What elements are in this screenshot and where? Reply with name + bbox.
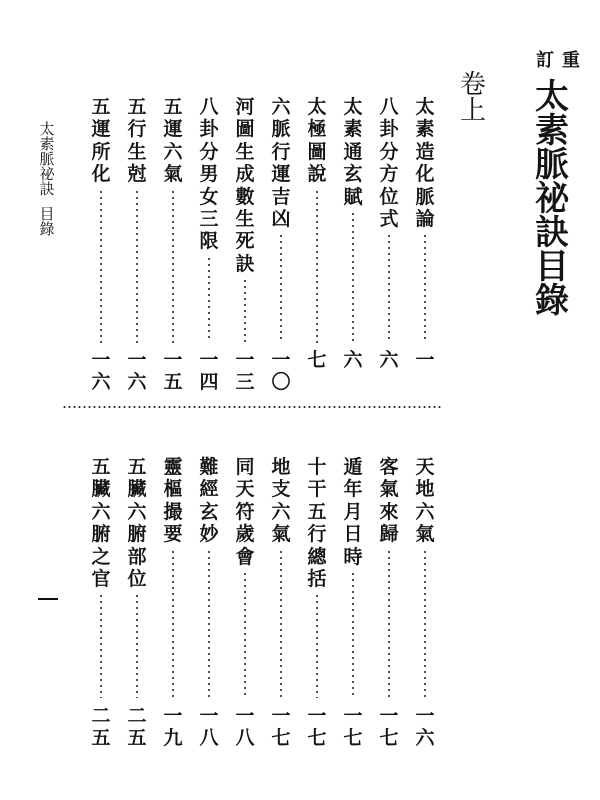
toc-entry-title: 河 圖 生 成 數 生 死 訣 (235, 96, 255, 275)
running-head-char: 目 (39, 205, 55, 223)
toc-entry-title: 靈 樞 撮 要 (163, 456, 183, 546)
toc-entry[interactable] (89, 456, 113, 766)
toc-entry-page: 一 七 (379, 705, 399, 749)
toc-leader-dots (100, 593, 102, 698)
running-head-char: 太 (39, 120, 55, 138)
running-head-char: 素 (39, 135, 55, 153)
volume-label (456, 72, 490, 124)
folio-number (38, 596, 58, 602)
toc-entry-title: 地 支 六 氣 (271, 456, 291, 546)
page-title-char: 素 (535, 111, 569, 151)
toc-leader-dots (388, 233, 390, 342)
toc-entry-page: 一 八 (199, 705, 219, 749)
toc-leader-dots (316, 593, 318, 698)
toc-leader-dots (424, 549, 426, 699)
toc-entry-page: 二 五 (91, 705, 111, 749)
toc-entry-page: 二 五 (127, 705, 147, 749)
toc-entry[interactable] (377, 456, 401, 766)
page-title (530, 77, 574, 321)
volume-label-char: 卷 (459, 70, 486, 100)
toc-entry-page: 七 (307, 349, 327, 371)
page-title-char: 脈 (535, 145, 569, 185)
toc-leader-dots (424, 233, 426, 342)
toc-leader-dots (280, 549, 282, 699)
toc-entry[interactable] (305, 456, 329, 766)
toc-entry-title: 太 素 通 玄 賦 (343, 96, 363, 208)
toc-leader-dots (136, 593, 138, 698)
toc-entry-page: 一 六 (415, 705, 435, 749)
page-title-char: 訣 (535, 213, 569, 253)
toc-entry-page: 一 六 (127, 349, 147, 393)
title-prefix-char: 重 (559, 50, 580, 68)
toc-leader-dots (136, 189, 138, 343)
toc-leader-dots (208, 549, 210, 699)
page-title-char: 太 (535, 77, 569, 117)
toc-entry-title: 天 地 六 氣 (415, 456, 435, 546)
toc-entry-page: 一 八 (235, 705, 255, 749)
folio-mark (38, 598, 58, 600)
toc-leader-dots (172, 189, 174, 343)
toc-leader-dots (100, 189, 102, 343)
toc-entry-page: 一 七 (307, 705, 327, 749)
toc-leader-dots (316, 189, 318, 343)
toc-entry-title: 八 卦 分 方 位 式 (379, 96, 399, 231)
toc-entry-title: 客 氣 來 歸 (379, 456, 399, 546)
running-head-char: 錄 (39, 220, 55, 238)
running-head-char: 祕 (39, 165, 55, 183)
toc-entry[interactable] (305, 96, 329, 410)
volume-label-char: 上 (459, 96, 486, 126)
toc-entry[interactable] (233, 456, 257, 766)
running-head (36, 122, 58, 237)
toc-entry[interactable] (413, 456, 437, 766)
toc-entry-title: 五 行 生 尅 (127, 96, 147, 186)
toc-entry[interactable] (125, 96, 149, 410)
toc-entry-page: 一 三 (235, 349, 255, 393)
toc-leader-dots (352, 211, 354, 343)
toc-entry[interactable] (269, 96, 293, 410)
toc-entry-page: 一 九 (163, 705, 183, 749)
toc-leader-dots (208, 256, 210, 343)
toc-leader-dots (244, 278, 246, 342)
page-title-char: 目 (535, 247, 569, 287)
title-prefix-char: 訂 (533, 50, 554, 68)
toc-leader-dots (244, 571, 246, 699)
toc-leader-dots (388, 549, 390, 699)
running-head-char: 脈 (39, 150, 55, 168)
toc-entry-title: 太 素 造 化 脈 論 (415, 96, 435, 231)
toc-entry[interactable] (197, 96, 221, 410)
toc-entry-title: 同 天 符 歲 會 (235, 456, 255, 568)
toc-entry[interactable] (341, 96, 365, 410)
toc-entry[interactable] (161, 96, 185, 410)
toc-entry-page: 六 (379, 349, 399, 371)
toc-entry-title: 八 卦 分 男 女 三 限 (199, 96, 219, 253)
toc-entry-page: 一 七 (343, 705, 363, 749)
toc-entry[interactable] (269, 456, 293, 766)
toc-entry-page: 一 七 (271, 705, 291, 749)
toc-leader-dots (280, 233, 282, 342)
toc-entry-title: 六 脈 行 運 吉 凶 (271, 96, 291, 231)
page-title-char: 錄 (535, 281, 569, 321)
toc-entry-page: 一 〇 (271, 349, 291, 393)
page-title-char: 祕 (535, 179, 569, 219)
toc-entry[interactable] (197, 456, 221, 766)
toc-entry-page: 一 四 (199, 349, 219, 393)
toc-entry[interactable] (89, 96, 113, 410)
toc-entry-title: 十 干 五 行 總 括 (307, 456, 327, 591)
toc-entry[interactable] (341, 456, 365, 766)
toc-entry-page: 一 (415, 349, 435, 371)
toc-leader-dots (352, 571, 354, 699)
toc-entry[interactable] (377, 96, 401, 410)
toc-entry-title: 五 運 六 氣 (163, 96, 183, 186)
toc-entry[interactable] (161, 456, 185, 766)
toc-entry-title: 遁 年 月 日 時 (343, 456, 363, 568)
toc-leader-dots (172, 549, 174, 699)
section-divider (62, 404, 442, 410)
toc-entry[interactable] (413, 96, 437, 410)
toc-entry-page: 六 (343, 349, 363, 371)
toc-entry-page: 一 五 (163, 349, 183, 393)
toc-entry[interactable] (125, 456, 149, 766)
toc-entry-title: 五 臟 六 腑 之 官 (91, 456, 111, 591)
title-prefix (533, 50, 582, 68)
toc-entry-title: 太 極 圖 說 (307, 96, 327, 186)
toc-entry[interactable] (233, 96, 257, 410)
toc-entry-title: 五 臟 六 腑 部 位 (127, 456, 147, 591)
running-head-char: 訣 (39, 180, 55, 198)
toc-entry-title: 難 經 玄 妙 (199, 456, 219, 546)
toc-entry-title: 五 運 所 化 (91, 96, 111, 186)
toc-entry-page: 一 六 (91, 349, 111, 393)
